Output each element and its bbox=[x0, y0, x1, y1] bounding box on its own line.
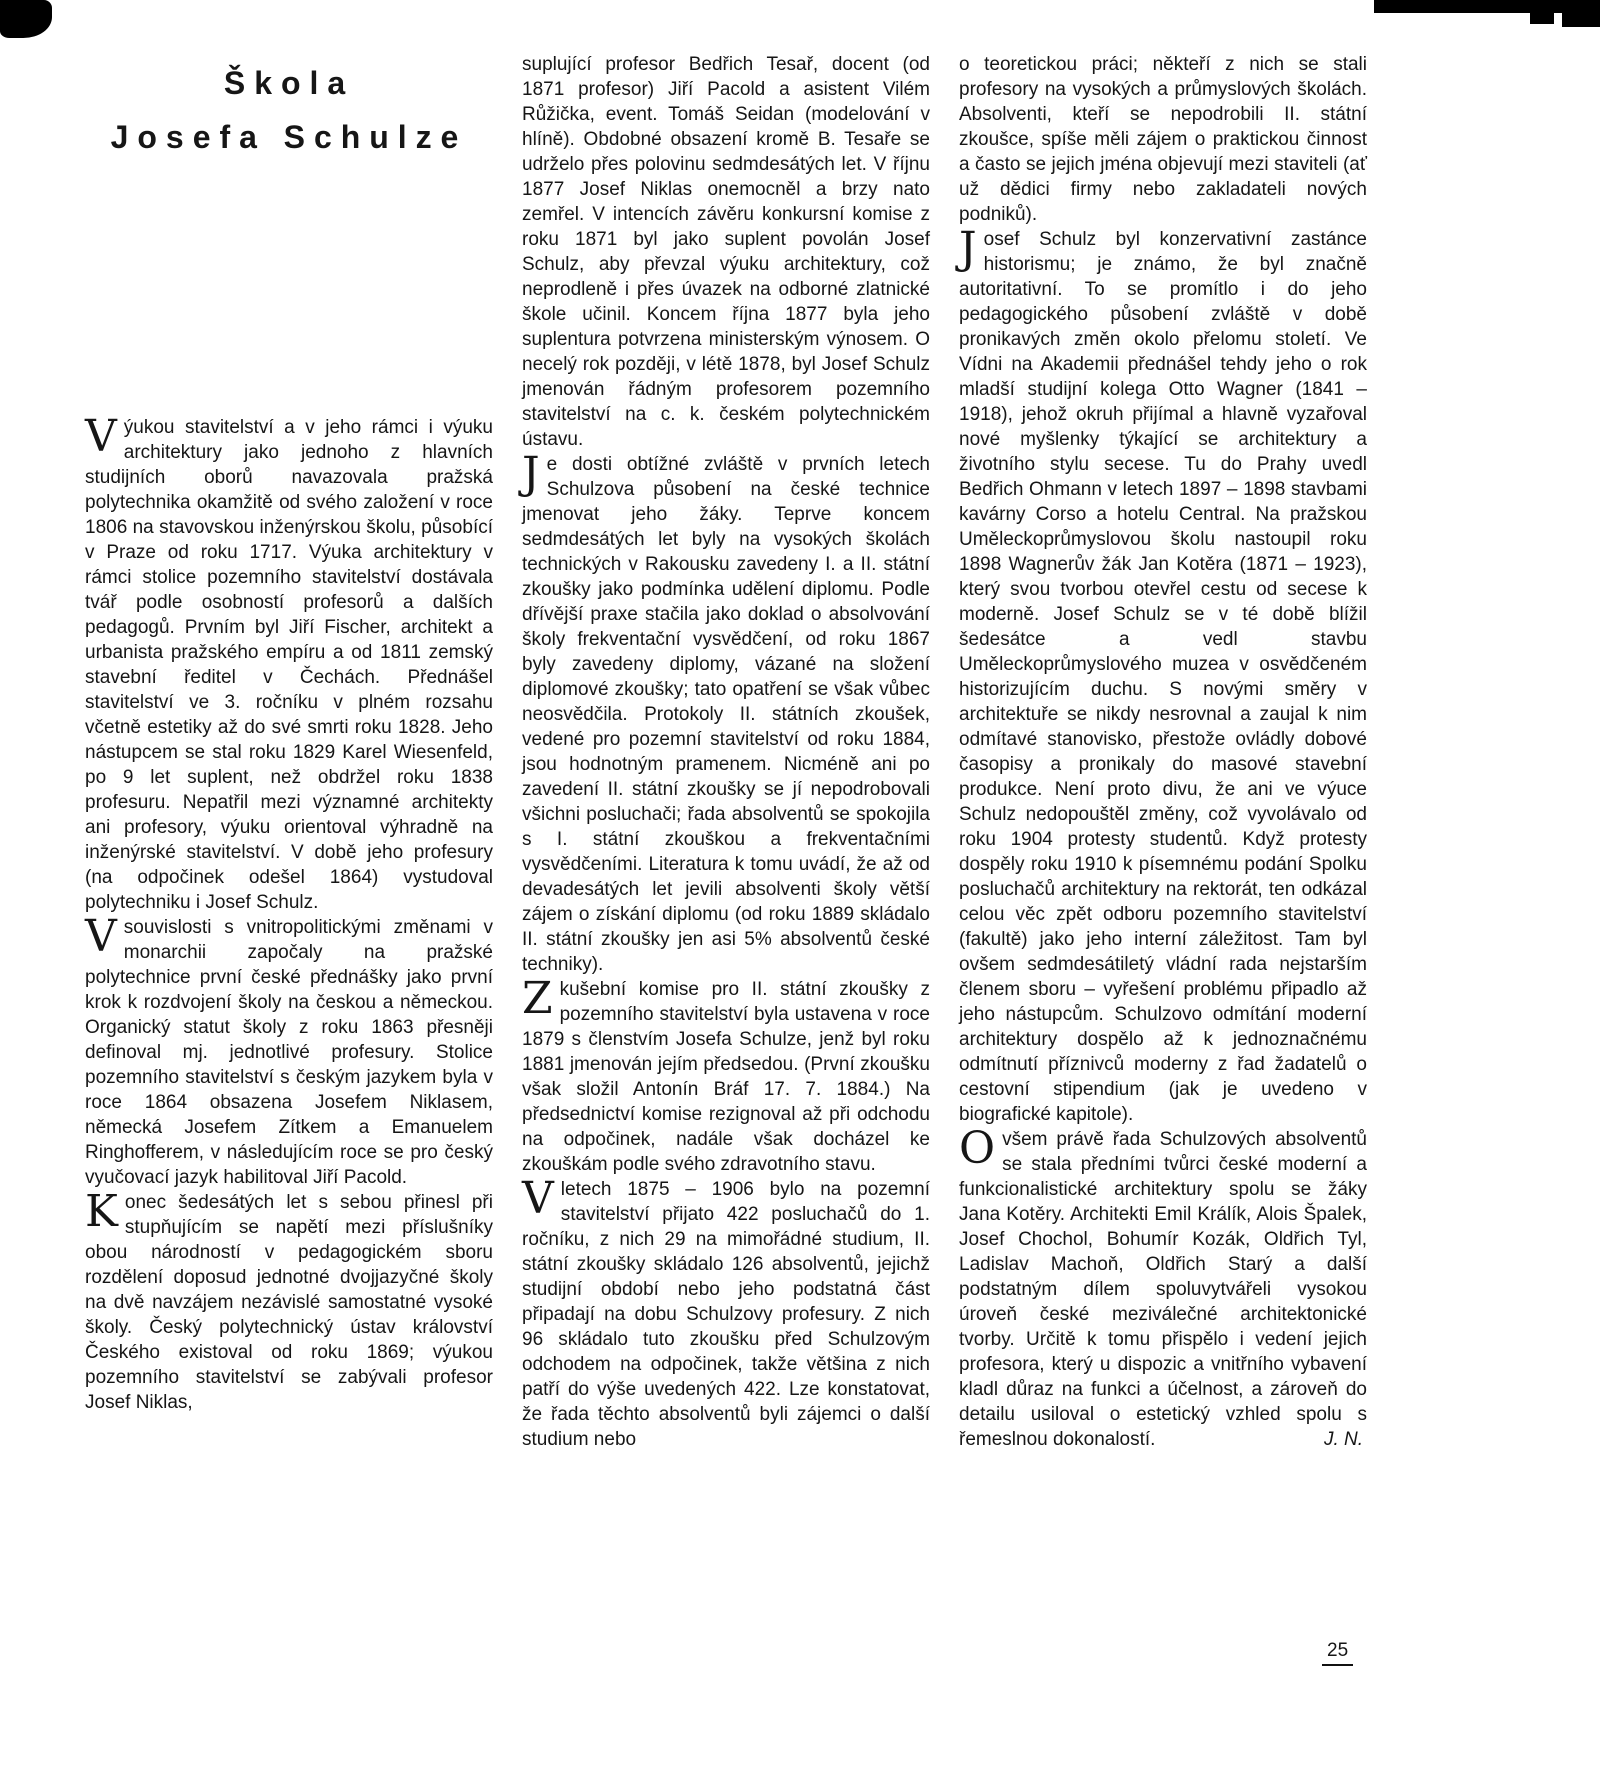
paragraph bbox=[85, 1185, 493, 1415]
paragraph-text: osef Schulz byl konzervativní zastánce historismu; je známo, že byl značně autoritativní. To se promítlo i do jeho pedagogického působení zvláště v době pronikavých změn okolo přelomu století. Ve Vídni na Akademii přednášel tehdy jeho o rok mladší studijní kolega Otto Wagner (1841 – 1918), jehož okruh přijímal a hlavně vyzařoval nové myšlenky týkající se architektury a životního stylu secese. Tu do Prahy uvedl Bedřich Ohmann v letech 1897 – 1898 stavbami kavárny Corso a hotelu Central. Na pražskou Uměleckoprůmyslovou školu nastoupil roku 1898 Wagnerův žák Jan Kotěra (1871 – 1923), který svou tvorbou otevřel cestu od secese k moderně. Josef Schulz se v té době blížil šedesátce a vedl stavbu Uměleckoprůmyslového muzea v osvědčeném historizujícím duchu. S novými směry v architektuře se nikdy nesrovnal a zaujal k nim odmítavé stanovisko, přestože ovládly dobové časopisy a pronikaly do masové stavební produkce. Není proto divu, že ani ve výuce Schulz nedopouštěl změny, což vyvolávalo od roku 1904 protesty studentů. Když protesty dospěly roku 1910 k písemnému podání Spolku posluchačů architektury na rektorát, ten odkázal celou věc zpět odboru pozemního stavitelství (fakultě) jako jeho interní záležitost. Tam byl ovšem sedmdesátiletý vládní rada nejstarším členem sboru – vyřešení problému připadlo až jeho nástupcům. Schulzovo odmítání moderní architektury dospělo až k jednoznačnému odmítnutí příznivců moderny z řad žadatelů o cestovní stipendium (jak je uvedeno v biografické kapitole). bbox=[959, 229, 1367, 1125]
title-line-2: Josefa Schulze bbox=[110, 119, 468, 156]
paragraph-text: kušební komise pro II. státní zkoušky z pozemního stavitelství byla ustavena v roce 1879 s členstvím Josefa Schulze, jenž byl roku 1881 jmenován jejím předsedou. (První zkoušku však složil Antonín Bráf 17. 7. 1884.) Na předsednictví komise rezignoval až při odchodu na odpočinek, nadále však docházel ke zkouškám podle svého zdravotního stavu. bbox=[522, 979, 930, 1175]
paragraph bbox=[959, 52, 1367, 227]
paragraph bbox=[522, 973, 930, 1177]
paragraph bbox=[522, 52, 930, 452]
text-column-1 bbox=[85, 52, 493, 1452]
scan-artifact-top-right-block bbox=[1562, 0, 1600, 27]
paragraph-text: onec šedesátých let s sebou přinesl při stupňujícím se napětí mezi příslušníky obou národností v pedagogickém sboru rozdělení doposud jednotné dvojjazyčné školy na dvě navzájem nezávislé samostatné vysoké školy. Český polytechnický ústav království Českého existoval od roku 1869; výukou pozemního stavitelství se zabývali profesor Josef Niklas, bbox=[85, 1191, 493, 1413]
paragraph-text: suplující profesor Bedřich Tesař, docent (od 1871 profesor) Jiří Pacold a asistent Vilém Růžička, event. Tomáš Seidan (modelování v hlíně). Obdobné obsazení kromě B. Tesaře se udrželo přes polovinu sedmdesátých let. V říjnu 1877 Josef Niklas onemocněl a brzy nato zemřel. V intencích závěru konkursní komise z roku 1871 byl jako suplent povolán Josef Schulz, aby převzal výuku architektury, což neprodleně i přes úvazek na odborné zlatnické škole učinil. Koncem října 1877 byla jeho suplentura potvrzena ministerským výnosem. O necelý rok později, v létě 1878, byl Josef Schulz jmenován řádným profesorem pozemního stavitelství na c. k. českém polytechnickém ústavu. bbox=[522, 54, 930, 450]
paragraph-text: souvislosti s vnitropolitickými změnami v monarchii započaly na pražské polytechnice první české přednášky jako první krok k rozdvojení školy na českou a německou. Organický statut školy z roku 1863 přesněji definoval mj. jednotlivé profesury. Stolice pozemního stavitelství s českým jazykem byla v roce 1864 obsazena Josefem Niklasem, německá Josefem Zítkem a Emanuelem Ringhofferem, v následujícím roce se pro český vyučovací jazyk habilitoval Jiří Pacold. bbox=[85, 916, 493, 1188]
author-initials: J. N. bbox=[1323, 1429, 1363, 1450]
paragraph bbox=[85, 410, 493, 915]
drop-cap: J bbox=[959, 223, 977, 274]
paragraph-text: e dosti obtížné zvláště v prvních letech Schulzova působení na české technice jmenovat jeho žáky. Teprve koncem sedmdesátých let byly na vysokých školách technických v Rakousku zavedeny I. a II. státní zkoušky jako podmínka udělení diplomu. Podle dřívější praxe stačila jako doklad o absolvování školy frekventační vysvědčení, od roku 1867 byly zavedeny diplomy, vázané na složení diplomové zkoušky; tato opatření se však vůbec neosvědčila. Protokoly II. státních zkoušek, vedené pro pozemní stavitelství od roku 1884, jsou hodnotným pramenem. Nicméně ani po zavedení II. státní zkoušky se jí nepodrobovali všichni posluchači; řada absolventů se spokojila s I. státní zkouškou a frekventačními vysvědčeními. Literatura k tomu uvádí, že až od devadesátých let jevili absolventi školy větší zájem o získání diplomu (od roku 1889 skládalo II. státní zkoušky jen asi 5% absolventů české techniky). bbox=[522, 454, 930, 975]
drop-cap: V bbox=[85, 910, 117, 962]
drop-cap: O bbox=[959, 1123, 996, 1174]
paragraph-text: letech 1875 – 1906 bylo na pozemní stavitelství přijato 422 posluchačů do 1. ročníku, z nich 29 na mimořádné studium, II. státní zkoušky skládalo 126 absolventů, jejichž studijní období nebo jeho podstatná část připadají na dobu Schulzovy profesury. Z nich 96 skládalo tuto zkoušku před Schulzovým odchodem na odpočinek, takže většina z nich patří do výše uvedených 422. Lze konstatovat, že řada těchto absolventů byli zájemci o další studium nebo bbox=[522, 1179, 930, 1450]
scan-artifact-top-left bbox=[0, 0, 52, 38]
scan-artifact-top-right-notch bbox=[1530, 13, 1554, 24]
paragraph-text: ýukou stavitelství a v jeho rámci i výuku architektury jako jednoho z hlavních studijních oborů navazovala pražská polytechnika okamžitě od svého založení v roce 1806 na stavovskou inženýrskou školu, působící v Praze od roku 1717. Výuka architektury v rámci stolice pozemního stavitelství dostávala tvář podle osobností profesorů a dalších pedagogů. Prvním byl Jiří Fischer, architekt a urbanista pražského empíru a od 1811 zemský stavební ředitel v Čechách. Přednášel stavitelství ve 3. ročníku v plném rozsahu včetně estetiky až do své smrti roku 1828. Jeho nástupcem se stal roku 1829 Karel Wiesenfeld, po 9 let suplent, než obdržel roku 1838 profesuru. Nepatřil mezi významné architekty ani profesory, výuku orientoval výhradně na inženýrské stavitelství. V době jeho profesury (na odpočinek odešel 1864) vystudoval polytechniku i Josef Schulz. bbox=[85, 416, 493, 913]
drop-cap: V bbox=[85, 410, 117, 462]
paragraph-text: všem právě řada Schulzových absolventů se stala předními tvůrci české moderní a funkcionalistické architektury spolu se žáky Jana Kotěry. Architekti Emil Králík, Alois Špalek, Josef Chochol, Bohumír Kozák, Oldřich Tyl, Ladislav Machoň, Oldřich Starý a další podstatným dílem spoluvytvářeli vysokou úroveň české meziválečné architektonické tvorby. Určitě k tomu přispělo i vedení jejich profesora, který u dispozic a vnitřního vybavení kladl důraz na funkci a účelnost, a zároveň do detailu usiloval o estetický vzhled spolu s řemeslnou dokonalostí. bbox=[959, 1129, 1367, 1450]
drop-cap: V bbox=[522, 1173, 554, 1224]
title-spacer bbox=[85, 165, 493, 415]
drop-cap: K bbox=[85, 1185, 118, 1237]
drop-cap: Z bbox=[522, 973, 553, 1024]
drop-cap: J bbox=[522, 448, 540, 499]
paragraph-text: o teoretickou práci; někteří z nich se stali profesory na vysokých a průmyslových školách. Absolventi, kteří se nepodrobili II. státní zkoušce, spíše měli zájem o praktickou činnost a často se jejich jména objevují mezi staviteli (ať už dědici firmy nebo zakladateli nových podniků). bbox=[959, 54, 1367, 225]
paragraph bbox=[959, 223, 1367, 1127]
paragraph bbox=[522, 1173, 930, 1452]
paragraph bbox=[85, 910, 493, 1190]
title-line-1: Škola bbox=[223, 65, 355, 101]
article-content bbox=[85, 52, 1367, 1452]
paragraph bbox=[522, 448, 930, 977]
text-column-2 bbox=[522, 52, 930, 1452]
page-number: 25 bbox=[1322, 1640, 1353, 1666]
article-title bbox=[85, 52, 493, 165]
paragraph bbox=[959, 1123, 1367, 1452]
text-column-3 bbox=[959, 52, 1367, 1452]
